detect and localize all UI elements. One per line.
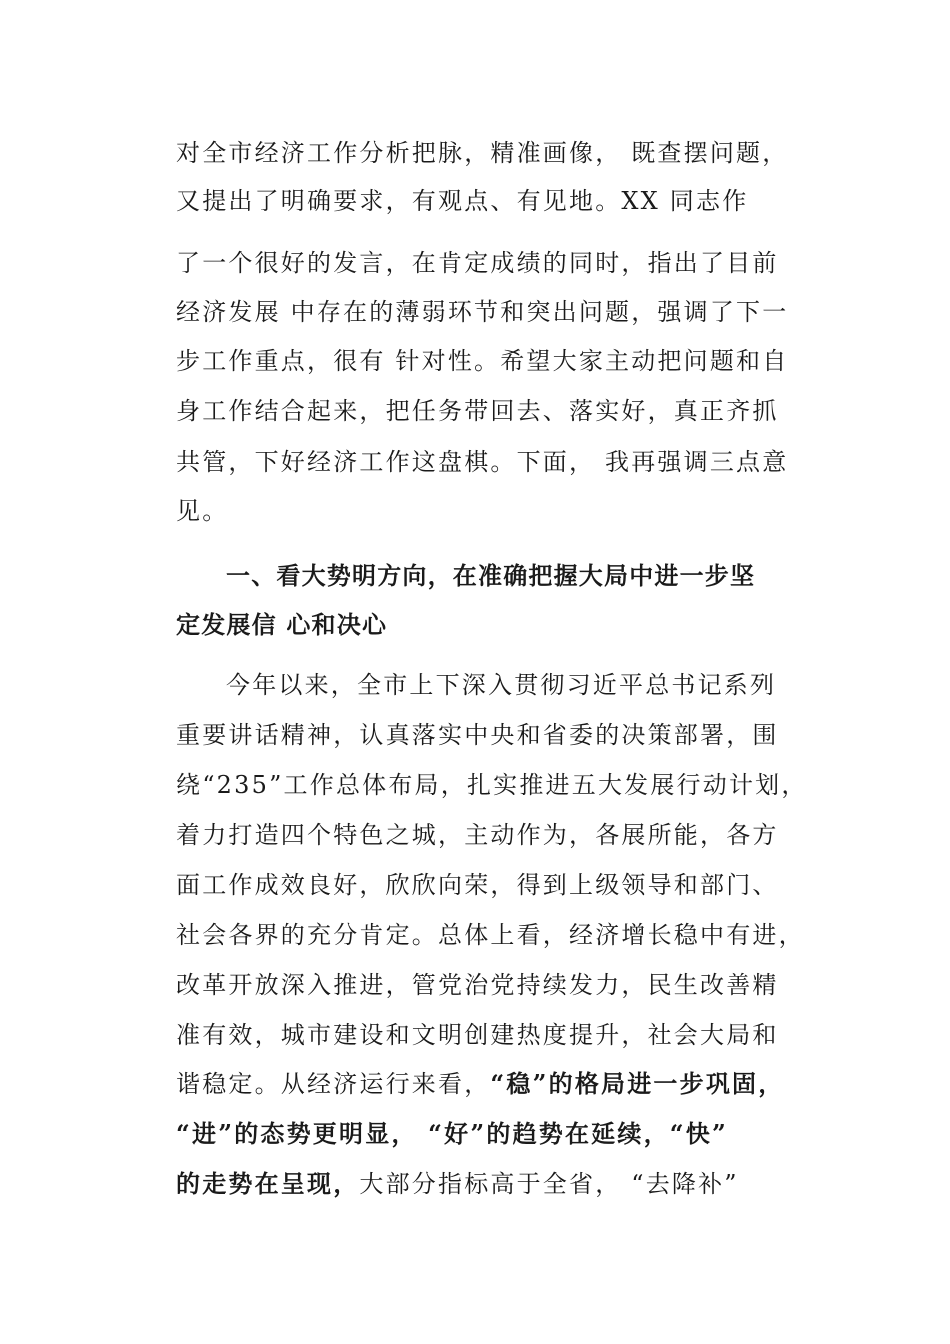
body-line-2: 重要讲话精神，认真落实中央和省委的决策部署，围 [176, 721, 779, 749]
body-line-11-normal: 大部分指标高于全省， “去降补” [359, 1170, 739, 1198]
section-heading-line-1: 一、看大势明方向，在准确把握大局中进一步坚 [226, 562, 756, 590]
body-line-6: 社会各界的充分肯定。总体上看，经济增长稳中有进， [176, 921, 805, 949]
intro-line-5: 步工作重点，很有 针对性。希望大家主动把问题和自 [176, 347, 789, 375]
body-line-1: 今年以来，全市上下深入贯彻习近平总书记系列 [226, 671, 777, 699]
intro-line-8: 见。 [176, 497, 229, 525]
body-line-4: 着力打造四个特色之城，主动作为，各展所能，各方 [176, 821, 779, 849]
intro-line-7: 共管，下好经济工作这盘棋。下面， 我再强调三点意 [176, 448, 789, 476]
body-line-9-normal: 谐稳定。从经济运行来看， [176, 1070, 491, 1098]
intro-line-4: 经济发展 中存在的薄弱环节和突出问题，强调了下一 [176, 298, 789, 326]
body-line-9-bold: “稳”的格局进一步巩固， [490, 1069, 785, 1098]
intro-line-1: 对全市经济工作分析把脉，精准画像， 既查摆问题， [176, 139, 789, 167]
body-line-8: 准有效，城市建设和文明创建热度提升，社会大局和 [176, 1021, 779, 1049]
body-line-9 [176, 1069, 816, 1099]
body-line-5: 面工作成效良好，欣欣向荣，得到上级领导和部门、 [176, 871, 779, 899]
body-line-11-bold: 的走势在呈现， [176, 1169, 360, 1198]
body-line-11 [176, 1169, 816, 1199]
body-line-10 [176, 1119, 816, 1149]
intro-line-6: 身工作结合起来，把任务带回去、落实好，真正齐抓 [176, 397, 779, 425]
section-heading-line-2: 定发展信 心和决心 [176, 611, 388, 639]
intro-line-3: 了一个很好的发言，在肯定成绩的同时，指出了目前 [176, 249, 779, 277]
body-line-10-bold: “进”的态势更明显， “好”的趋势在延续，“快” [176, 1119, 728, 1148]
intro-line-2: 又提出了明确要求，有观点、有见地。XX 同志作 [176, 187, 749, 215]
body-line-7: 改革开放深入推进，管党治党持续发力，民生改善精 [176, 971, 779, 999]
body-line-3: 绕“235”工作总体布局，扎实推进五大发展行动计划， [176, 771, 808, 799]
